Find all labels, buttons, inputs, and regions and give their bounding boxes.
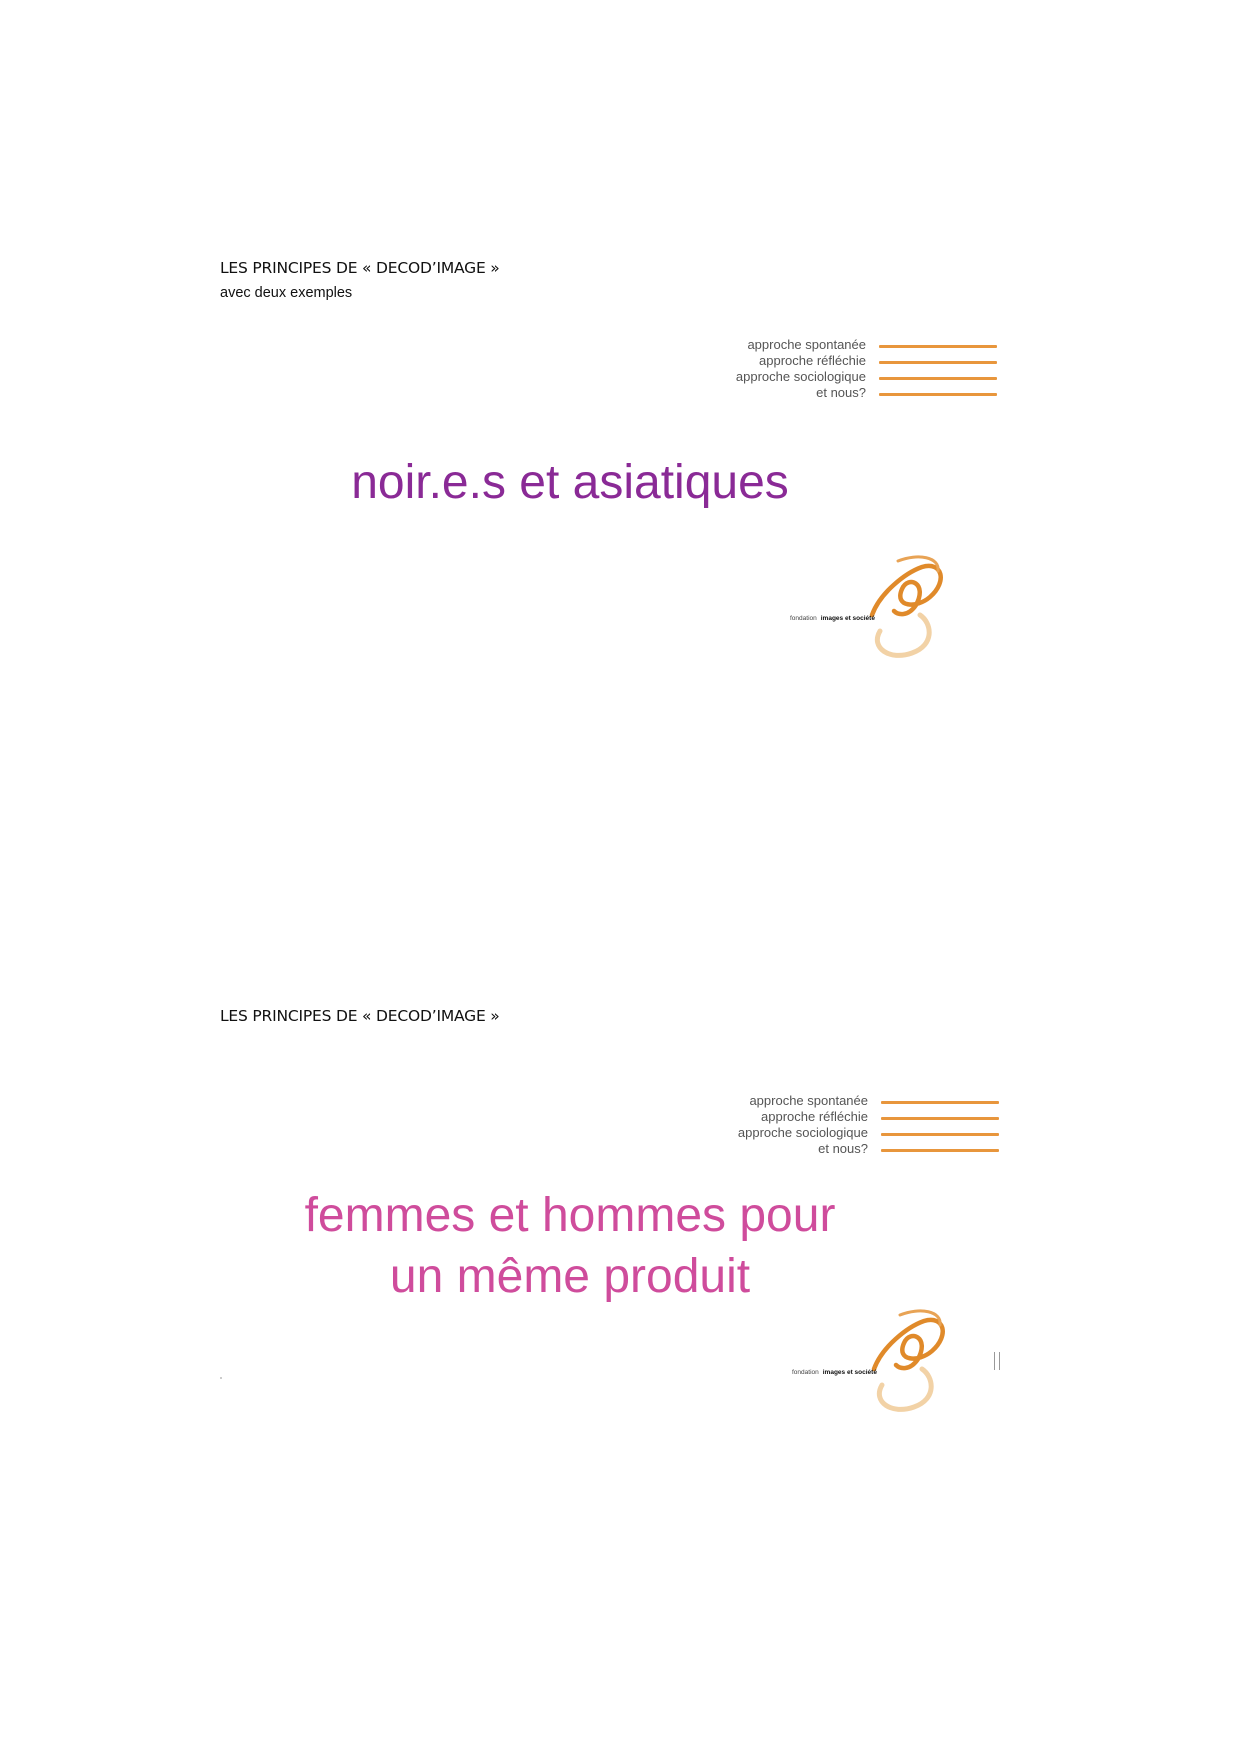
menu-item-spontaneous[interactable]: [719, 1093, 999, 1109]
menu-item-label: approche spontanée: [747, 337, 866, 352]
menu-item-label: approche sociologique: [735, 369, 866, 384]
foundation-logo: [792, 1307, 952, 1417]
menu-line-icon: [881, 1133, 999, 1136]
section-heading: LES PRINCIPES DE « DECOD’IMAGE »: [220, 1007, 500, 1025]
menu-item-spontaneous[interactable]: [717, 337, 997, 353]
logo-text: [790, 615, 875, 622]
menu-line-icon: [879, 393, 997, 396]
menu-item-sociological[interactable]: [717, 369, 997, 385]
menu-item-label: approche réfléchie: [759, 353, 866, 368]
menu-line-icon: [881, 1101, 999, 1104]
logo-name: images et société: [820, 615, 875, 622]
slide-title-line: femmes et hommes pour: [304, 1189, 836, 1242]
menu-line-icon: [881, 1117, 999, 1120]
slide-title: [0, 452, 1140, 513]
menu-item-reflective[interactable]: [717, 353, 997, 369]
menu-line-icon: [879, 377, 997, 380]
menu-line-icon: [879, 345, 997, 348]
menu-item-and-us[interactable]: [717, 385, 997, 401]
foundation-logo: [790, 553, 950, 663]
menu-line-icon: [881, 1149, 999, 1152]
menu-item-sociological[interactable]: [719, 1125, 999, 1141]
ribbon-logo-icon: [852, 1307, 952, 1417]
crop-mark-icon: [994, 1352, 1000, 1370]
speck-mark-icon: [220, 1377, 222, 1379]
menu-item-and-us[interactable]: [719, 1141, 999, 1157]
logo-prefix: fondation: [792, 1369, 819, 1376]
logo-text: [792, 1369, 877, 1376]
section-subheading: avec deux exemples: [220, 285, 353, 301]
slide-title-line: un même produit: [389, 1250, 751, 1303]
menu-item-label: approche réfléchie: [761, 1109, 868, 1124]
ribbon-logo-icon: [850, 553, 950, 663]
menu-item-label: et nous?: [818, 1141, 868, 1156]
menu-line-icon: [879, 361, 997, 364]
menu-item-label: approche sociologique: [737, 1125, 868, 1140]
menu-item-label: et nous?: [816, 385, 866, 400]
section-heading: LES PRINCIPES DE « DECOD’IMAGE »: [220, 259, 500, 277]
menu-item-reflective[interactable]: [719, 1109, 999, 1125]
logo-prefix: fondation: [790, 615, 817, 622]
slide-title-line: noir.e.s et asiatiques: [351, 456, 789, 509]
slide-title: [0, 1185, 1140, 1307]
logo-name: images et société: [822, 1369, 877, 1376]
menu-item-label: approche spontanée: [749, 1093, 868, 1108]
